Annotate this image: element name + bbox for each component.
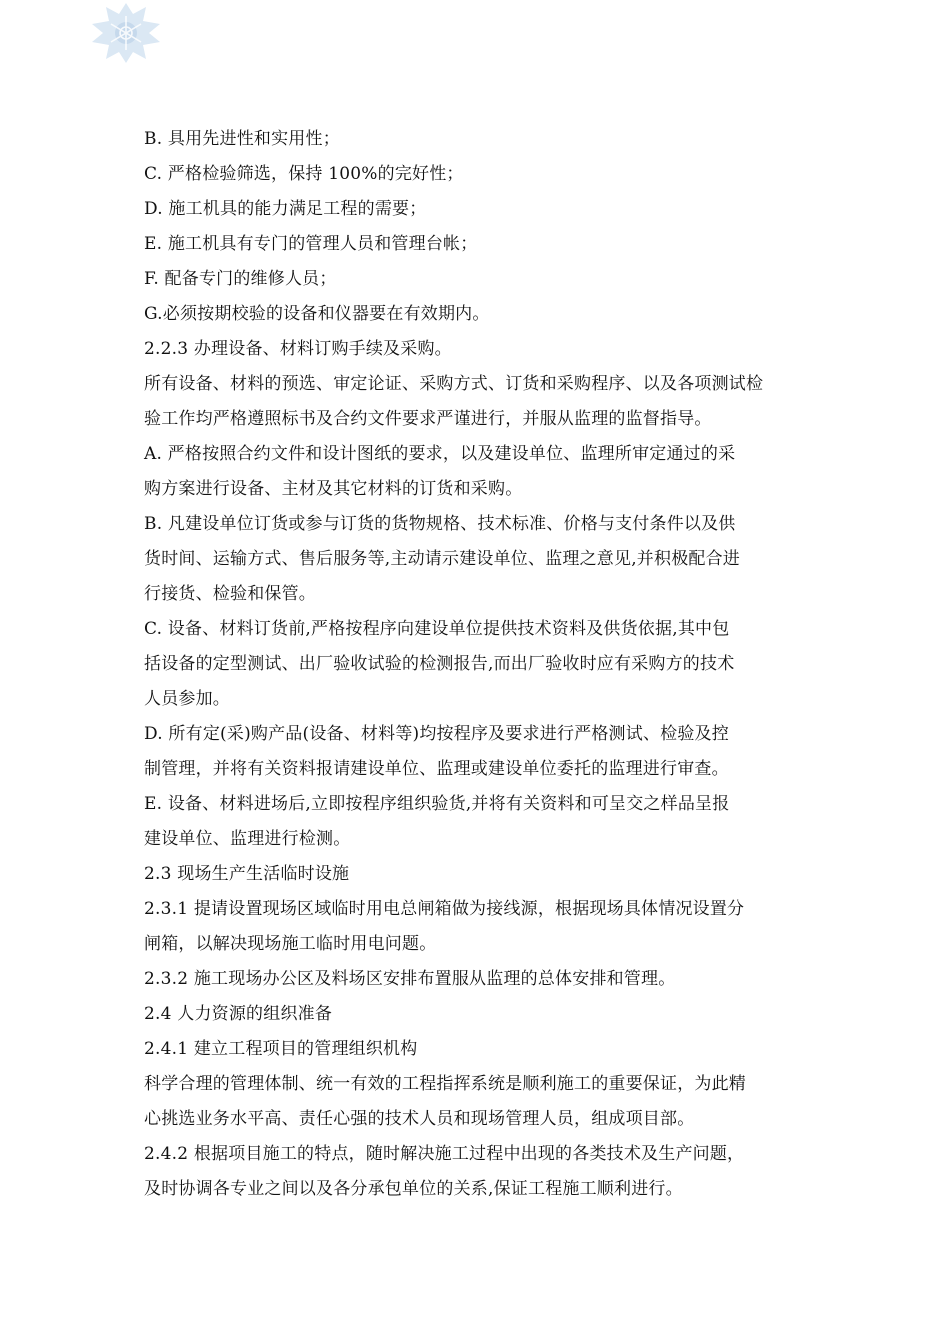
paragraph-line: 货时间、运输方式、售后服务等,主动请示建设单位、监理之意见,并积极配合进 [144,549,741,569]
paragraph-line: 闸箱，以解决现场施工临时用电问题。 [144,934,437,954]
paragraph-line: E. 设备、材料进场后,立即按程序组织验货,并将有关资料和可呈交之样品呈报 [144,794,730,814]
paragraph-line: 所有设备、材料的预选、审定论证、采购方式、订货和采购程序、以及各项测试检 [144,374,764,394]
paragraph-line: 心挑选业务水平高、责任心强的技术人员和现场管理人员，组成项目部。 [144,1109,695,1129]
paragraph-line: 括设备的定型测试、出厂验收试验的检测报告,而出厂验收时应有采购方的技术 [144,654,735,674]
paragraph-line: C. 设备、材料订货前,严格按程序向建设单位提供技术资料及供货依据,其中包 [144,619,730,639]
paragraph-line: D. 所有定(采)购产品(设备、材料等)均按程序及要求进行严格测试、检验及控 [144,724,729,744]
document-body [144,122,810,1207]
paragraph-line: 制管理，并将有关资料报请建设单位、监理或建设单位委托的监理进行审查。 [144,759,729,779]
doc-line-f: F. 配备专门的维修人员； [144,269,337,289]
paragraph-line: A. 严格按照合约文件和设计图纸的要求，以及建设单位、监理所审定通过的采 [144,444,736,464]
section-heading-2-4: 2.4 人力资源的组织准备 [144,1004,333,1024]
paragraph-line: 2.3.1 提请设置现场区域临时用电总闸箱做为接线源，根据现场具体情况设置分 [144,899,745,919]
paragraph-line: B. 凡建设单位订货或参与订货的货物规格、技术标准、价格与支付条件以及供 [144,514,736,534]
paragraph-line: 购方案进行设备、主材及其它材料的订货和采购。 [144,479,523,499]
section-heading-2-3: 2.3 现场生产生活临时设施 [144,864,350,884]
doc-line-e: E. 施工机具有专门的管理人员和管理台帐； [144,234,478,254]
header-logo-icon [88,2,164,64]
doc-line-b: B. 具用先进性和实用性； [144,129,340,149]
paragraph-line: 行接货、检验和保管。 [144,584,316,604]
doc-line-g: G.必须按期校验的设备和仪器要在有效期内。 [144,304,490,324]
paragraph-line: 人员参加。 [144,689,230,709]
paragraph-line: 建设单位、监理进行检测。 [144,829,351,849]
paragraph-line: 2.3.2 施工现场办公区及料场区安排布置服从监理的总体安排和管理。 [144,969,676,989]
paragraph-line: 2.4.2 根据项目施工的特点，随时解决施工过程中出现的各类技术及生产问题， [144,1144,745,1164]
paragraph-line: 及时协调各专业之间以及各分承包单位的关系,保证工程施工顺利进行。 [144,1179,683,1199]
doc-line-d: D. 施工机具的能力满足工程的需要； [144,199,427,219]
paragraph-line: 科学合理的管理体制、统一有效的工程指挥系统是顺利施工的重要保证，为此精 [144,1074,746,1094]
section-heading-2-2-3: 2.2.3 办理设备、材料订购手续及采购。 [144,339,452,359]
paragraph-line: 验工作均严格遵照标书及合约文件要求严谨进行，并服从监理的监督指导。 [144,409,712,429]
section-heading-2-4-1: 2.4.1 建立工程项目的管理组织机构 [144,1039,418,1059]
doc-line-c: C. 严格检验筛选，保持 100%的完好性； [144,164,464,184]
